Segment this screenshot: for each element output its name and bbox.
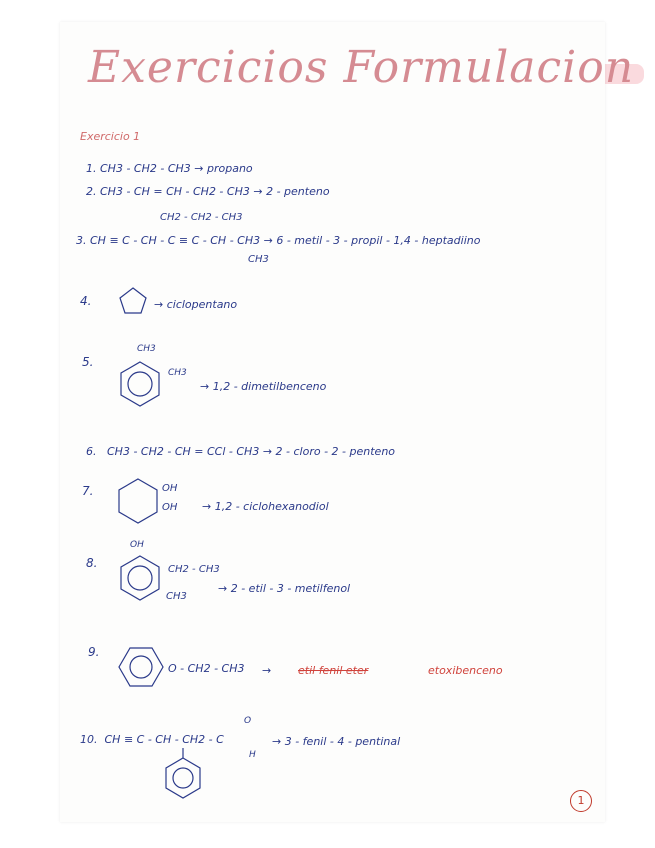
exercise-10-aldehyde-o: O [244, 716, 252, 726]
ethoxybenzene-structure [116, 646, 166, 688]
exercise-item-6: 6. CH3 - CH2 - CH = CCl - CH3 → 2 - cloro - 2 - penteno [86, 445, 396, 458]
notebook-page [60, 22, 605, 822]
exercise-5-name: → 1,2 - dimetilbenceno [200, 380, 327, 393]
exercise-3-branch-top: CH2 - CH2 - CH3 [160, 212, 243, 223]
exercise-9-name-corrected: etoxibenceno [428, 664, 503, 677]
exercise-8-sub-side: CH2 - CH3 [168, 564, 220, 575]
page-title: Exercicios Formulacion [88, 42, 634, 93]
exercise-7-sub-side: OH [162, 502, 178, 513]
cyclohexanediol-structure [116, 477, 160, 525]
exercise-item-10: 10. CH ≡ C - CH - CH2 - C [80, 733, 224, 746]
cyclopentane-structure [118, 286, 148, 316]
exercise-5-number: 5. [82, 355, 94, 369]
exercise-8-name: → 2 - etil - 3 - metilfenol [218, 582, 351, 595]
exercise-item-3: 3. CH ≡ C - CH - C ≡ C - CH - CH3 → 6 - metil - 3 - propil - 1,4 - heptadiino [76, 234, 481, 247]
exercise-10-name: → 3 - fenil - 4 - pentinal [272, 735, 401, 748]
exercise-7-number: 7. [82, 484, 94, 498]
exercise-7-sub-top: OH [162, 483, 178, 494]
exercise-8-sub-side2: CH3 [166, 591, 187, 602]
exercise-8-number: 8. [86, 556, 98, 570]
exercise-item-2: 2. CH3 - CH = CH - CH2 - CH3 → 2 - penteno [86, 185, 330, 198]
exercise-8-sub-top: OH [130, 540, 144, 550]
exercise-9-formula: O - CH2 - CH3 [168, 662, 245, 675]
exercise-3-branch-bottom: CH3 [248, 254, 269, 265]
exercise-heading: Exercicio 1 [80, 130, 141, 143]
exercise-10-aldehyde-h: H [249, 750, 256, 760]
exercise-9-arrow: → [262, 664, 272, 677]
exercise-9-number: 9. [88, 645, 100, 659]
page-number: 1 [570, 790, 592, 812]
exercise-5-sub-top: CH3 [137, 344, 156, 354]
exercise-4-name: → ciclopentano [154, 298, 238, 311]
exercise-item-1: 1. CH3 - CH2 - CH3 → propano [86, 162, 253, 175]
phenyl-substituent-structure [163, 748, 203, 806]
dimethylbenzene-structure [118, 360, 162, 408]
exercise-4-number: 4. [80, 294, 92, 308]
exercise-9-name-struck: etil fenil eter [298, 664, 369, 677]
exercise-5-sub-side: CH3 [168, 368, 187, 378]
ethylmethylphenol-structure [118, 554, 162, 602]
exercise-7-name: → 1,2 - ciclohexanodiol [202, 500, 329, 513]
